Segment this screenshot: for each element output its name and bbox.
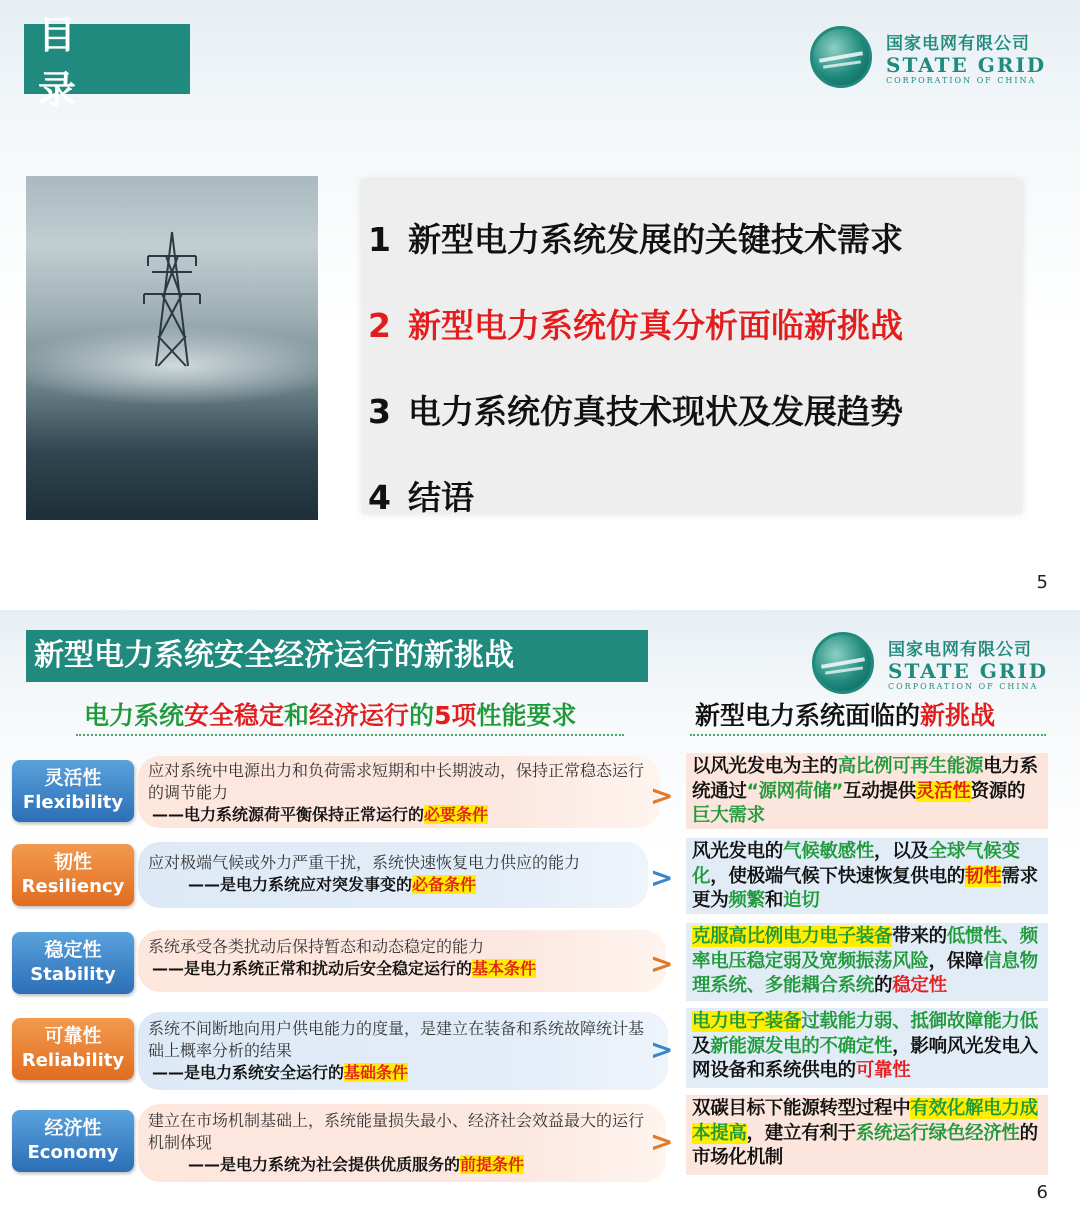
desc-reliability: 系统不间断地向用户供电能力的度量，是建立在装备和系统故障统计基础上概率分析的结果 ——是电力系统安全运行的基础条件 [138, 1012, 668, 1090]
slide-challenges [0, 610, 1080, 1220]
slide-title: 目 录 [24, 24, 190, 94]
arrow-icon: > [650, 861, 674, 894]
desc-economy: 建立在市场机制基础上，系统能量损失最小、经济社会效益最大的运行机制体现 ——是电力系统为社会提供优质服务的前提条件 [138, 1104, 666, 1182]
challenge-resiliency: 风光发电的气候敏感性，以及全球气候变化，使极端气候下快速恢复供电的韧性需求更为频繁和迫切 [686, 838, 1048, 914]
arrow-icon: > [650, 1033, 674, 1066]
badge-economy: 经济性 Economy [12, 1110, 134, 1172]
slide-title: 新型电力系统安全经济运行的新挑战 [26, 630, 648, 682]
toc-item-4[interactable]: 4 结语 [368, 478, 474, 517]
logo-en: STATE GRID [886, 52, 1047, 77]
state-grid-logo [810, 26, 1046, 88]
logo-sub: CORPORATION OF CHINA [886, 75, 1037, 85]
logo-sub: CORPORATION OF CHINA [888, 681, 1039, 691]
toc-item-2[interactable]: 2 新型电力系统仿真分析面临新挑战 [368, 306, 903, 345]
globe-icon [812, 632, 874, 694]
arrow-icon: > [650, 947, 674, 980]
arrow-icon: > [650, 779, 674, 812]
power-tower-icon [26, 176, 318, 520]
badge-flexibility: 灵活性 Flexibility [12, 760, 134, 822]
desc-resiliency: 应对极端气候或外力严重干扰，系统快速恢复电力供应的能力 ——是电力系统应对突发事变的必备条件 [138, 842, 648, 908]
challenges-heading: 新型电力系统面临的新挑战 [695, 701, 996, 730]
desc-flexibility: 应对系统中电源出力和负荷需求短期和中长期波动，保持正常稳态运行的调节能力 ——电力系统源荷平衡保持正常运行的必要条件 [138, 756, 660, 828]
divider [76, 734, 624, 736]
globe-icon [810, 26, 872, 88]
divider [690, 734, 1046, 736]
logo-cn: 国家电网有限公司 [886, 33, 1030, 54]
logo-cn: 国家电网有限公司 [888, 639, 1032, 660]
arrow-icon: > [650, 1125, 674, 1158]
challenge-flexibility: 以风光发电为主的高比例可再生能源电力系统通过“源网荷储”互动提供灵活性资源的巨大需求 [686, 753, 1048, 829]
slide-contents [0, 0, 1080, 600]
badge-reliability: 可靠性 Reliability [12, 1018, 134, 1080]
page-number: 5 [1036, 572, 1048, 593]
page-number: 6 [1036, 1182, 1048, 1203]
challenge-reliability: 电力电子装备过载能力弱、抵御故障能力低及新能源发电的不确定性，影响风光发电入网设备和系统供电的可靠性 [686, 1008, 1048, 1088]
challenge-stability: 克服高比例电力电子装备带来的低惯性、频率电压稳定弱及宽频振荡风险，保障信息物理系统、多能耦合系统的稳定性 [686, 923, 1048, 1001]
badge-stability: 稳定性 Stability [12, 932, 134, 994]
transmission-tower-photo [26, 176, 318, 520]
toc-item-1[interactable]: 1 新型电力系统发展的关键技术需求 [368, 220, 903, 259]
badge-resiliency: 韧性 Resiliency [12, 844, 134, 906]
contents-list [362, 180, 1022, 517]
challenge-economy: 双碳目标下能源转型过程中有效化解电力成本提高，建立有利于系统运行绿色经济性的市场化机制 [686, 1095, 1048, 1175]
toc-item-3[interactable]: 3 电力系统仿真技术现状及发展趋势 [368, 392, 903, 431]
requirements-heading: 电力系统安全稳定和经济运行的5项性能要求 [84, 701, 577, 730]
state-grid-logo [812, 632, 1048, 694]
desc-stability: 系统承受各类扰动后保持暂态和动态稳定的能力 ——是电力系统正常和扰动后安全稳定运行的基本条件 [138, 930, 666, 992]
logo-en: STATE GRID [888, 658, 1049, 683]
